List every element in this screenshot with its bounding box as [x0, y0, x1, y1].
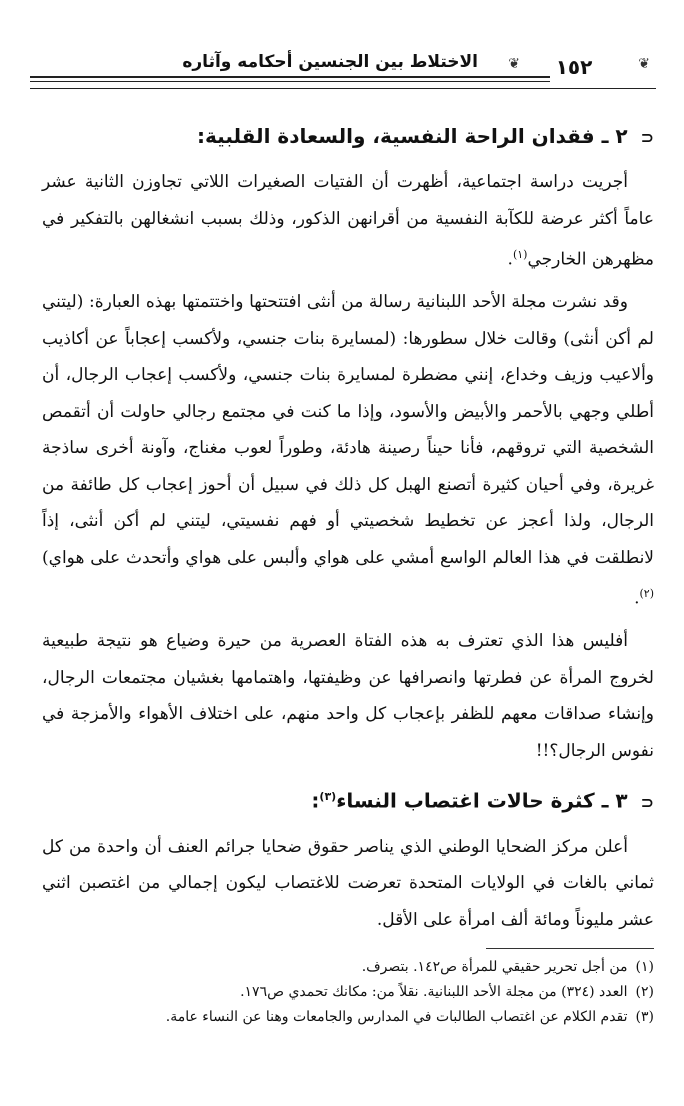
running-title: الاختلاط بين الجنسين أحكامه وآثاره	[182, 52, 478, 72]
footnote-ref: (١)	[512, 248, 528, 261]
bullet-icon: ⊂	[640, 128, 654, 147]
footnote-ref: (٢)	[639, 587, 654, 601]
paragraph-text: وقد نشرت مجلة الأحد اللبنانية رسالة من أنثى افتتحتها واختتمتها بهذه العبارة: (ليتني لم أكن أنثى) وقالت خلال سطورها: (لمسايرة بنات جنسي، ولأكسب إعجاباً عن أكاذيب وألاعيب وزيف وخداع، إنني مضطرة لمسايرة بنات جنسي، ولأكسب إعجاب الرجال، أن أطلي وجهي بالأحمر والأبيض والأسود، وإذا ما كنت في مجتمع رجالي حاولت أن أتقمص الشخصية التي تروقهم، فأنا حيناً رصينة هادئة، وطوراً لعوب مغناج، وآونة أخرى ساذجة غريرة، وفي أحيان كثيرة أتصنع الهبل كل ذلك في سبيل أن أحوز إعجاب كل طائفة من الرجال، ولذا أعجز عن تخطيط شخصيتي أو فهم نفسيتي، ليتني لم أكن أنثى، إذاً لانطلقت في هذا العالم الواسع أمشي على هواي وألبس على هواي وأتحدث على هواي)	[42, 292, 654, 568]
paragraph: وقد نشرت مجلة الأحد اللبنانية رسالة من أنثى افتتحتها واختتمتها بهذه العبارة: (ليتني لم أكن أنثى) وقالت خلال سطورها: (لمسايرة بنات جنسي، ولأكسب إعجاباً عن أكاذيب وألاعيب وزيف وخداع، إنني مضطرة لمسايرة بنات جنسي، ولأكسب إعجاب الرجال، أن أطلي وجهي بالأحمر والأبيض والأسود، وإذا ما كنت في مجتمع رجالي حاولت أن أتقمص الشخصية التي تروقهم، فأنا حيناً رصينة هادئة، وطوراً لعوب مغناج، وآونة أخرى ساذجة غريرة، وفي أحيان كثيرة أتصنع الهبل كل ذلك في سبيل أن أحوز إعجاب كل طائفة من الرجال، ولذا أعجز عن تخطيط شخصيتي أو فهم نفسيتي، ليتني لم أكن أنثى، إذاً لانطلقت في هذا العالم الواسع أمشي على هواي وألبس على هواي وأتحدث على هواي)$^{(٢)}$.	[42, 292, 654, 609]
footnote-number: (٣)	[635, 1009, 654, 1025]
section-heading-text: ٣ ـ كثرة حالات اغتصاب النساء	[336, 788, 628, 813]
header-rule	[30, 81, 550, 82]
footnote-separator	[486, 948, 654, 949]
footnote-ref: (٣)	[319, 790, 337, 804]
paragraph-text: أفليس هذا الذي تعترف به هذه الفتاة العصرية من حيرة وضياع هو نتيجة طبيعية لخروج المرأة عن فطرتها وانصرافها عن وظيفتها، واهتمامها بغشيان مجتمعات الرجال، وإنشاء صداقات معهم للظفر بإعجاب كل واحد منهم، على اختلاف الأهواء والأمزجة في نفوس الرجال؟!!	[42, 631, 654, 761]
bullet-icon: ⊂	[640, 792, 654, 812]
paragraph-text: أجريت دراسة اجتماعية، أظهرت أن الفتيات الصغيرات اللاتي تجاوزن الثانية عشر عاماً أكثر عرضة للكآبة النفسية من أقرانهن الذكور، وذلك بسبب انشغالهن بالتفكير في مظهرهن الخارجي	[42, 172, 654, 270]
page-body	[42, 108, 654, 944]
paragraph-text: أعلن مركز الضحايا الوطني الذي يناصر حقوق ضحايا جرائم العنف أن واحدة من كل ثماني بالغات في الولايات المتحدة تعرضت للاغتصاب ليكون إجمالي من اغتصبن اثني عشر مليوناً ومائة ألف امرأة على الأقل.	[42, 836, 654, 930]
section-heading	[42, 777, 654, 823]
header-rule	[30, 76, 550, 78]
footnote	[42, 1005, 654, 1030]
footnote-text: تقدم الكلام عن اغتصاب الطالبات في المدارس والجامعات وهنا عن النساء عامة.	[165, 1009, 628, 1025]
section-heading-text: ٢ ـ فقدان الراحة النفسية، والسعادة القلبية:	[197, 124, 628, 148]
footnote	[42, 955, 654, 980]
footnote-text: العدد (٣٢٤) من مجلة الأحد اللبنانية. نقلاً من: مكانك تحمدي ص١٧٦.	[240, 984, 628, 1000]
paragraph	[42, 829, 654, 939]
footnote	[42, 980, 654, 1005]
header-rule	[30, 88, 656, 89]
footnotes	[42, 955, 654, 1030]
footnote-number: (١)	[635, 959, 654, 975]
heading-colon: :	[311, 788, 320, 813]
ornament-icon: ❦	[638, 56, 650, 72]
section-heading	[42, 116, 654, 158]
footnote-number: (٢)	[635, 984, 654, 1000]
paragraph	[42, 623, 654, 769]
page-number: ١٥٢	[555, 55, 593, 79]
ornament-icon: ❦	[508, 56, 520, 72]
page-header	[30, 52, 656, 96]
footnote-text: من أجل تحرير حقيقي للمرأة ص١٤٢. بتصرف.	[361, 959, 628, 975]
paragraph: أجريت دراسة اجتماعية، أظهرت أن الفتيات الصغيرات اللاتي تجاوزن الثانية عشر عاماً أكثر عرضة للكآبة النفسية من أقرانهن الذكور، وذلك بسبب انشغالهن بالتفكير في مظهرهن الخارجي$^{(١)}$.	[42, 172, 654, 270]
